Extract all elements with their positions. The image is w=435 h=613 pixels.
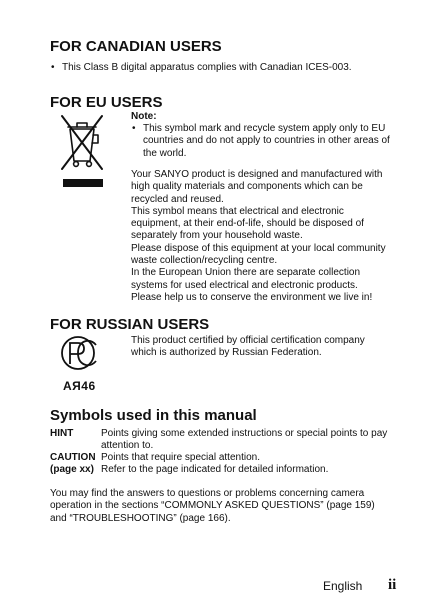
symbol-label-hint: HINT — [50, 428, 74, 439]
russian-heading: FOR RUSSIAN USERS — [50, 316, 210, 333]
symbol-label-page: (page xx) — [50, 464, 94, 475]
eu-heading: FOR EU USERS — [50, 94, 163, 111]
eu-note-label: Note: — [131, 111, 157, 122]
weee-crossed-bin-icon — [58, 111, 108, 191]
symbol-label-caution: CAUTION — [50, 452, 96, 463]
symbol-text-caution: Points that require special attention. — [101, 452, 260, 463]
eu-paragraph-3: Please dispose of this equipment at your local community waste collection/recycling centre. — [131, 242, 386, 267]
eu-paragraph-4: In the European Union there are separate collection systems for used electrical and electronic products. — [131, 267, 361, 291]
eu-paragraph-2: This symbol means that electrical and electronic equipment, at their end-of-life, should be disposed of separately from your household waste. — [131, 205, 364, 242]
russian-text: This product certified by official certification company which is authorized by Russian Federation. — [131, 335, 365, 359]
eu-paragraph-1: Your SANYO product is designed and manufactured with high quality materials and components which can be recycled and reused. — [131, 169, 383, 205]
canadian-bullet: • This Class B digital apparatus complies with Canadian ICES-003. — [50, 62, 402, 74]
footer-language: English — [323, 579, 363, 593]
gost-r-certification-mark — [58, 334, 108, 372]
eu-paragraph-5: Please help us to conserve the environment we live in! — [131, 291, 373, 303]
symbol-text-hint: Points giving some extended instructions or special points to pay attention to. — [101, 428, 388, 452]
symbol-text-page: Refer to the page indicated for detailed information. — [101, 464, 329, 475]
gost-mark-code: AЯ46 — [63, 379, 96, 393]
symbols-closing-text: You may find the answers to questions or problems concerning camera operation in the sections “COMMONLY ASKED QUESTIONS” (page 159) and “TROUBLESHOOTING” (page 166). — [50, 488, 375, 524]
eu-paragraphs — [131, 169, 393, 304]
symbols-heading: Symbols used in this manual — [50, 407, 257, 424]
eu-note-bullet: • This symbol mark and recycle system apply only to EU countries and do not apply to countries in other areas of the world. — [131, 123, 405, 160]
footer-page-number: ii — [388, 577, 397, 593]
canadian-heading: FOR CANADIAN USERS — [50, 38, 222, 55]
